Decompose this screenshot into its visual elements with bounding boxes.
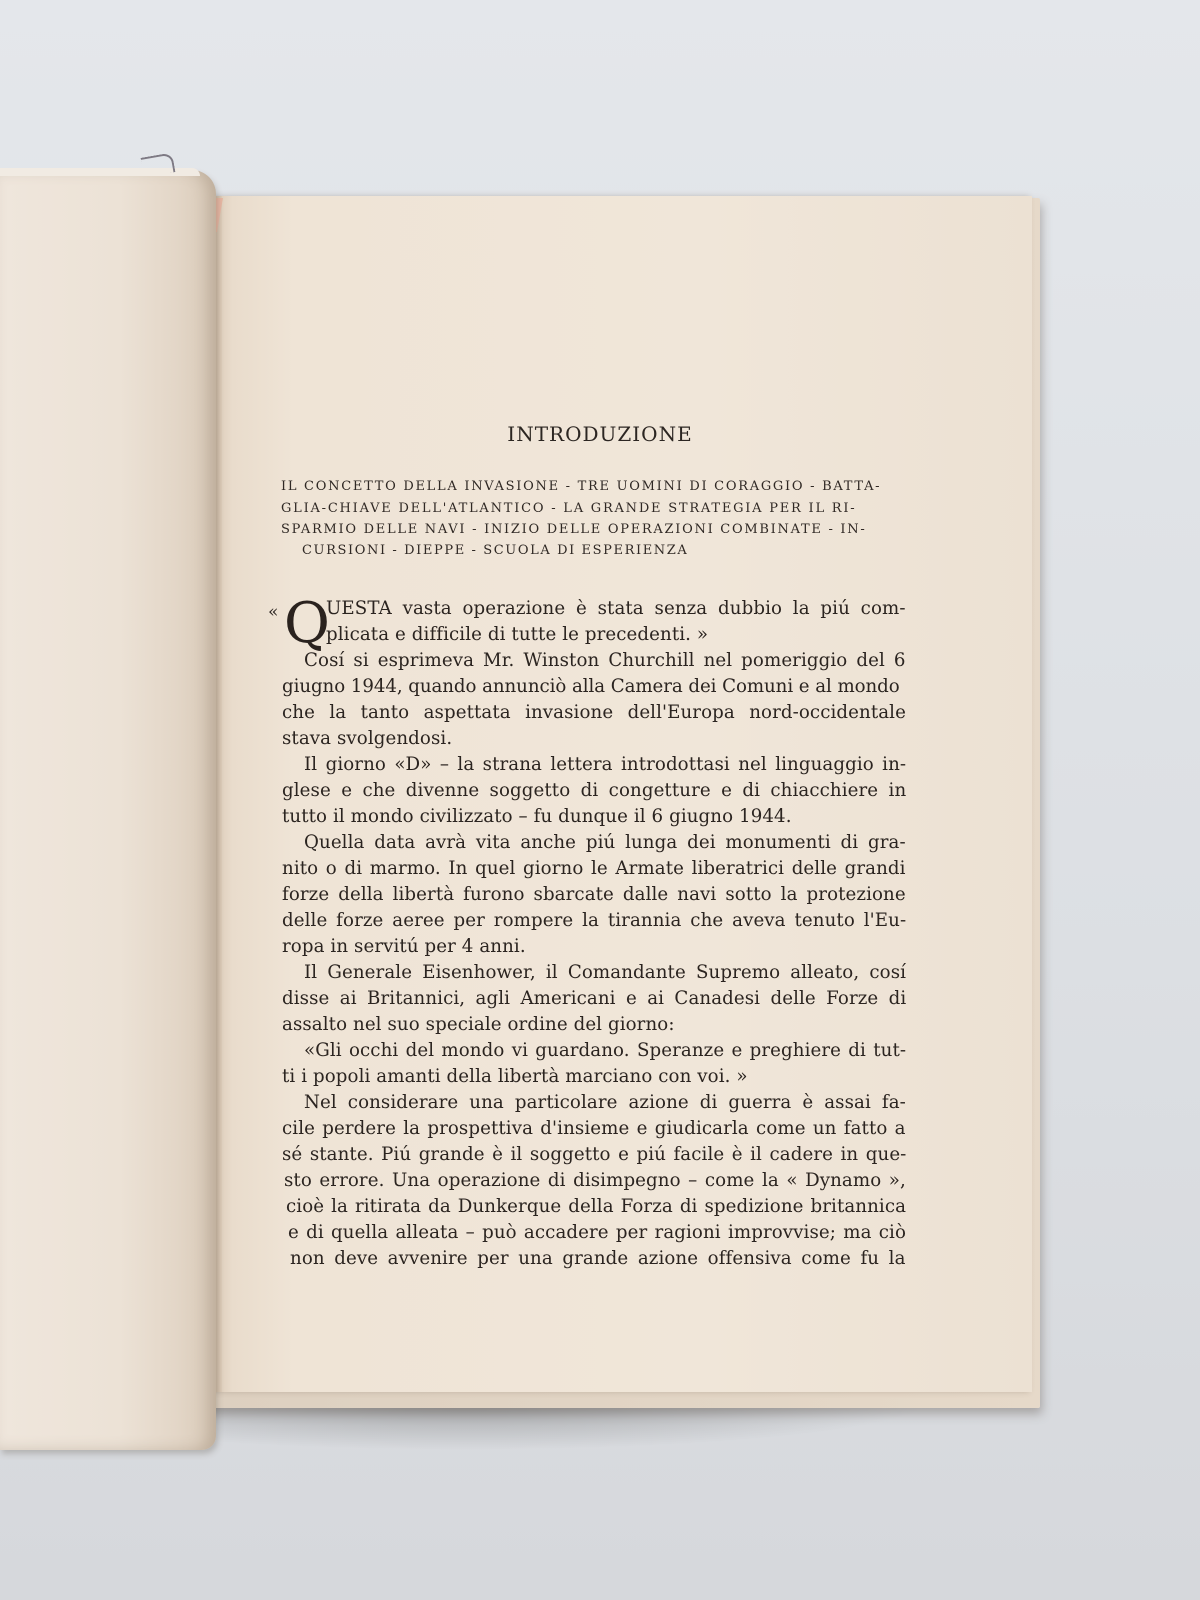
body-line: e di quella alleata – può accadere per ragioni improvvise; ma ciò xyxy=(288,1222,907,1243)
body-line: cioè la ritirata da Dunkerque della Forza di spedizione britannica xyxy=(286,1196,907,1217)
body-line: Cosí si esprimeva Mr. Winston Churchill nel pomeriggio del 6 xyxy=(304,650,906,671)
body-line: che la tanto aspettata invasione dell'Europa nord-occidentale xyxy=(282,702,906,723)
chapter-summary-line: SPARMIO DELLE NAVI - INIZIO DELLE OPERAZIONI COMBINATE - IN- xyxy=(281,522,867,537)
body-line: ropa in servitú per 4 anni. xyxy=(282,936,526,957)
body-line: delle forze aeree per rompere la tirannia che aveva tenuto l'Eu- xyxy=(282,910,907,931)
body-line: cile perdere la prospettiva d'insieme e giudicarla come un fatto a xyxy=(282,1118,906,1139)
first-line-rest: vasta operazione è stata senza dubbio la piú com- xyxy=(391,598,906,619)
body-line: giugno 1944, quando annunciò alla Camera dei Comuni e al mondo xyxy=(282,676,900,697)
chapter-summary-line: CURSIONI - DIEPPE - SCUOLA DI ESPERIENZA xyxy=(302,543,689,558)
body-line: nito o di marmo. In quel giorno le Armate liberatrici delle grandi xyxy=(282,858,906,879)
body-line: «Gli occhi del mondo vi guardano. Speranze e preghiere di tut- xyxy=(304,1040,907,1061)
first-line xyxy=(326,598,906,619)
body-line: sé stante. Piú grande è il soggetto e piú facile è il cadere in que- xyxy=(282,1144,907,1165)
body-line: disse ai Britannici, agli Americani e ai Canadesi delle Forze di xyxy=(282,988,907,1009)
body-line: plicata e difficile di tutte le precedenti. » xyxy=(326,624,709,645)
body-line: Nel considerare una particolare azione di guerra è assai fa- xyxy=(304,1092,906,1113)
chapter-summary-line: GLIA-CHIAVE DELL'ATLANTICO - LA GRANDE STRATEGIA PER IL RI- xyxy=(281,501,857,516)
body-line: Quella data avrà vita anche piú lunga dei monumenti di gra- xyxy=(304,832,906,853)
body-line: ti i popoli amanti della libertà marciano con voi. » xyxy=(282,1066,748,1087)
body-line: tutto il mondo civilizzato – fu dunque il 6 giugno 1944. xyxy=(282,806,792,827)
chapter-summary-line: IL CONCETTO DELLA INVASIONE - TRE UOMINI DI CORAGGIO - BATTA- xyxy=(281,479,882,494)
body-line: Il Generale Eisenhower, il Comandante Supremo alleato, cosí xyxy=(304,962,907,983)
body-line: non deve avvenire per una grande azione offensiva come fu la xyxy=(290,1248,906,1269)
first-word-rest: UESTA xyxy=(326,598,392,619)
body-line: sto errore. Una operazione di disimpegno – come la « Dynamo », xyxy=(284,1170,906,1191)
body-line: Il giorno «D» – la strana lettera introdottasi nel linguaggio in- xyxy=(304,754,907,775)
body-line: assalto nel suo speciale ordine del giorno: xyxy=(282,1014,675,1035)
drop-cap: Q xyxy=(284,591,330,656)
chapter-title: INTRODUZIONE xyxy=(507,422,693,446)
body-line: stava svolgendosi. xyxy=(282,728,453,749)
body-line: glese e che divenne soggetto di congetture e di chiacchiere in xyxy=(282,780,907,801)
body-line: forze della libertà furono sbarcate dalle navi sotto la protezione xyxy=(282,884,906,905)
opening-quote-mark: « xyxy=(268,602,279,622)
